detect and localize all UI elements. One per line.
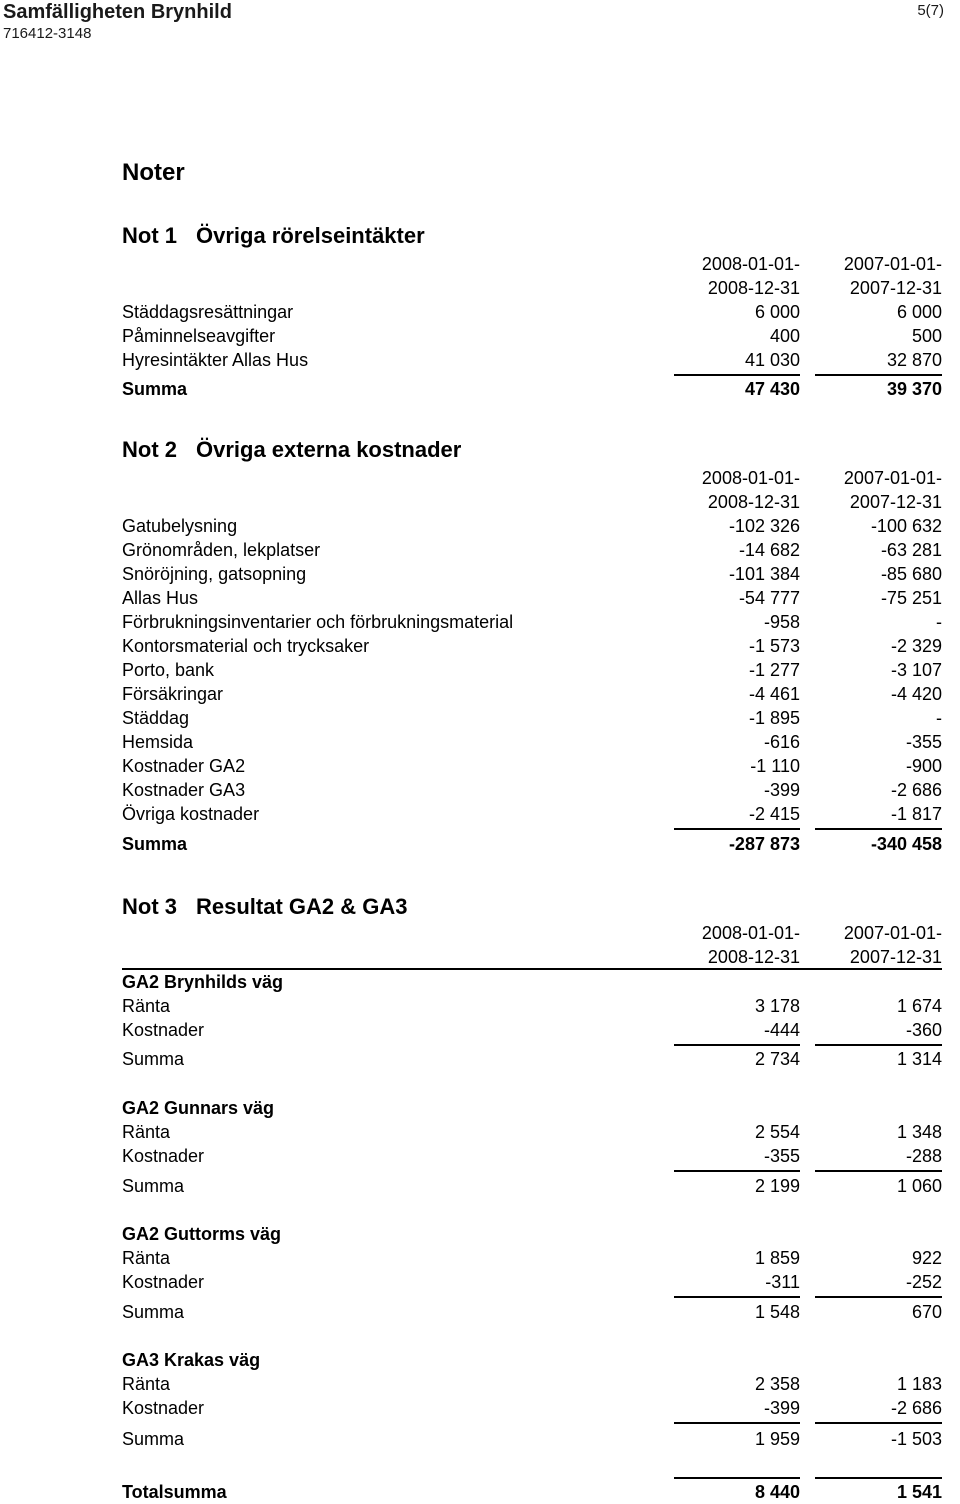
note3-title-text: Resultat GA2 & GA3: [196, 894, 408, 919]
row-label: Kostnader: [122, 1272, 205, 1292]
row-label: Kostnader GA2: [122, 756, 246, 776]
total-current: 1 548: [754, 1302, 800, 1322]
row-current: 400: [769, 326, 800, 346]
table-row: [122, 754, 942, 778]
period-prior-end: 2007-12-31: [849, 492, 942, 512]
row-prior: -2 686: [890, 780, 942, 800]
row-current: 41 030: [744, 350, 800, 370]
row-label: Påminnelseavgifter: [122, 326, 276, 346]
grand-total-current: 8 440: [754, 1482, 800, 1502]
sum-rule: [674, 1170, 800, 1172]
table-row: [122, 1018, 942, 1042]
grand-total-rule: [815, 1477, 942, 1479]
row-label: Städdagsresättningar: [122, 302, 294, 322]
group-heading: [122, 970, 942, 994]
row-current: -444: [763, 1020, 800, 1040]
row-label: Kostnader: [122, 1020, 205, 1040]
row-current: -399: [763, 1398, 800, 1418]
period-prior-end: 2007-12-31: [849, 947, 942, 967]
row-label: Kostnader: [122, 1146, 205, 1166]
group-heading: [122, 1348, 942, 1372]
row-label: Kostnader: [122, 1398, 205, 1418]
row-current: -2 415: [748, 804, 800, 824]
table-row: [122, 538, 942, 562]
row-prior: 500: [911, 326, 942, 346]
grand-total-row: [122, 1480, 942, 1504]
table-row: [122, 1270, 942, 1294]
total-label: Summa: [122, 379, 188, 399]
sum-rule: [674, 1422, 800, 1424]
table-row: [122, 1372, 942, 1396]
row-prior: -252: [905, 1272, 942, 1292]
period-current-start: 2008-01-01-: [701, 254, 800, 274]
table-row: [122, 682, 942, 706]
row-prior: -1 817: [890, 804, 942, 824]
group-heading: [122, 1222, 942, 1246]
total-prior: 1 314: [896, 1049, 942, 1069]
note2-period-header-start: [122, 466, 942, 490]
table-row: [122, 1144, 942, 1168]
row-prior: -2 686: [890, 1398, 942, 1418]
table-row: [122, 324, 942, 348]
total-current: 2 734: [754, 1049, 800, 1069]
row-label: Hyresintäkter Allas Hus: [122, 350, 309, 370]
total-prior: 39 370: [886, 379, 942, 399]
row-prior: -63 281: [880, 540, 942, 560]
period-prior-end: 2007-12-31: [849, 278, 942, 298]
note2-title-text: Övriga externa kostnader: [196, 437, 462, 462]
group-total-row: [122, 1174, 942, 1198]
row-label: Ränta: [122, 1122, 171, 1142]
sum-rule: [815, 1296, 942, 1298]
note3-period-header-end: [122, 945, 942, 969]
row-current: -101 384: [728, 564, 800, 584]
total-prior: -340 458: [870, 834, 942, 854]
total-label: Summa: [122, 1302, 185, 1322]
sum-rule: [815, 1044, 942, 1046]
row-label: Ränta: [122, 1248, 171, 1268]
group-name: GA2 Gunnars väg: [122, 1098, 275, 1118]
total-label: Summa: [122, 834, 188, 854]
row-label: Porto, bank: [122, 660, 215, 680]
period-current-start: 2008-01-01-: [701, 468, 800, 488]
table-row: [122, 586, 942, 610]
row-prior: -355: [905, 732, 942, 752]
row-current: -1 573: [748, 636, 800, 656]
sum-rule: [674, 828, 800, 830]
row-current: -958: [763, 612, 800, 632]
period-current-end: 2008-12-31: [707, 492, 800, 512]
notes-heading: Noter: [122, 159, 185, 186]
total-current: 47 430: [744, 379, 800, 399]
row-prior: -4 420: [890, 684, 942, 704]
total-prior: 670: [911, 1302, 942, 1322]
sum-rule: [674, 1296, 800, 1298]
row-label: Förbrukningsinventarier och förbrukningsmaterial: [122, 612, 514, 632]
row-prior: -: [936, 708, 942, 728]
sum-rule: [815, 1170, 942, 1172]
grand-total-prior: 1 541: [896, 1482, 942, 1502]
row-label: Ränta: [122, 996, 171, 1016]
row-label: Ränta: [122, 1374, 171, 1394]
row-label: Övriga kostnader: [122, 804, 260, 824]
period-prior-start: 2007-01-01-: [843, 254, 942, 274]
row-current: 2 554: [754, 1122, 800, 1142]
period-current-start: 2008-01-01-: [701, 923, 800, 943]
row-label: Kostnader GA3: [122, 780, 246, 800]
document-title: Samfälligheten Brynhild: [3, 1, 232, 23]
table-row: [122, 1246, 942, 1270]
group-heading: [122, 1096, 942, 1120]
row-label: Snöröjning, gatsopning: [122, 564, 307, 584]
table-row: [122, 778, 942, 802]
total-label: Summa: [122, 1429, 185, 1449]
row-prior: 6 000: [896, 302, 942, 322]
note1-number: Not 1: [122, 223, 177, 248]
row-prior: -: [936, 612, 942, 632]
sum-rule: [674, 374, 800, 376]
organization-number: 716412-3148: [3, 25, 92, 42]
row-current: -399: [763, 780, 800, 800]
sum-rule: [815, 828, 942, 830]
period-current-end: 2008-12-31: [707, 947, 800, 967]
row-prior: -75 251: [880, 588, 942, 608]
row-current: -54 777: [738, 588, 800, 608]
total-current: 2 199: [754, 1176, 800, 1196]
row-prior: 922: [911, 1248, 942, 1268]
note1-period-header-start: [122, 252, 942, 276]
table-row: [122, 562, 942, 586]
table-row: [122, 348, 942, 372]
table-row: [122, 634, 942, 658]
row-prior: 1 674: [896, 996, 942, 1016]
total-label: Summa: [122, 1176, 185, 1196]
table-row: [122, 802, 942, 826]
row-prior: 1 348: [896, 1122, 942, 1142]
group-total-row: [122, 1047, 942, 1071]
row-prior: -85 680: [880, 564, 942, 584]
row-current: 3 178: [754, 996, 800, 1016]
note3-number: Not 3: [122, 894, 177, 919]
note1-title-text: Övriga rörelseintäkter: [196, 223, 425, 248]
grand-total-rule: [674, 1477, 800, 1479]
group-total-row: [122, 1300, 942, 1324]
total-current: -287 873: [728, 834, 800, 854]
row-prior: -3 107: [890, 660, 942, 680]
row-current: 2 358: [754, 1374, 800, 1394]
group-total-row: [122, 1427, 942, 1451]
row-label: Grönområden, lekplatser: [122, 540, 321, 560]
note3-title: [122, 894, 408, 920]
period-prior-start: 2007-01-01-: [843, 468, 942, 488]
note2-title: [122, 437, 461, 463]
table-row: [122, 658, 942, 682]
group-name: GA2 Brynhilds väg: [122, 972, 284, 992]
row-prior: -100 632: [870, 516, 942, 536]
note1-period-header-end: [122, 276, 942, 300]
note1-total-row: [122, 377, 942, 401]
row-prior: 1 183: [896, 1374, 942, 1394]
table-row: [122, 1120, 942, 1144]
page-number: 5(7): [917, 2, 944, 19]
row-label: Försäkringar: [122, 684, 224, 704]
row-current: 6 000: [754, 302, 800, 322]
row-prior: -2 329: [890, 636, 942, 656]
period-current-end: 2008-12-31: [707, 278, 800, 298]
row-label: Allas Hus: [122, 588, 199, 608]
row-current: -311: [765, 1272, 800, 1292]
row-current: -616: [763, 732, 800, 752]
row-current: -1 895: [748, 708, 800, 728]
row-prior: 32 870: [886, 350, 942, 370]
table-row: [122, 994, 942, 1018]
note1-title: [122, 223, 425, 249]
row-current: -14 682: [738, 540, 800, 560]
table-row: [122, 610, 942, 634]
note2-total-row: [122, 832, 942, 856]
note3-period-header-start: [122, 921, 942, 945]
total-prior: 1 060: [896, 1176, 942, 1196]
row-current: -4 461: [748, 684, 800, 704]
row-current: -102 326: [728, 516, 800, 536]
table-row: [122, 730, 942, 754]
sum-rule: [674, 1044, 800, 1046]
note2-period-header-end: [122, 490, 942, 514]
total-prior: -1 503: [890, 1429, 942, 1449]
total-current: 1 959: [754, 1429, 800, 1449]
table-row: [122, 300, 942, 324]
group-name: GA2 Guttorms väg: [122, 1224, 282, 1244]
row-prior: -288: [905, 1146, 942, 1166]
row-prior: -900: [905, 756, 942, 776]
row-current: -1 277: [748, 660, 800, 680]
row-label: Gatubelysning: [122, 516, 238, 536]
table-row: [122, 706, 942, 730]
row-label: Hemsida: [122, 732, 194, 752]
group-name: GA3 Krakas väg: [122, 1350, 261, 1370]
row-label: Kontorsmaterial och trycksaker: [122, 636, 370, 656]
row-current: -355: [763, 1146, 800, 1166]
row-current: -1 110: [750, 756, 800, 776]
period-prior-start: 2007-01-01-: [843, 923, 942, 943]
row-label: Städdag: [122, 708, 190, 728]
row-prior: -360: [905, 1020, 942, 1040]
grand-total-label: Totalsumma: [122, 1482, 227, 1502]
sum-rule: [815, 374, 942, 376]
total-label: Summa: [122, 1049, 185, 1069]
table-row: [122, 1396, 942, 1420]
sum-rule: [815, 1422, 942, 1424]
note2-number: Not 2: [122, 437, 177, 462]
row-current: 1 859: [754, 1248, 800, 1268]
table-row: [122, 514, 942, 538]
